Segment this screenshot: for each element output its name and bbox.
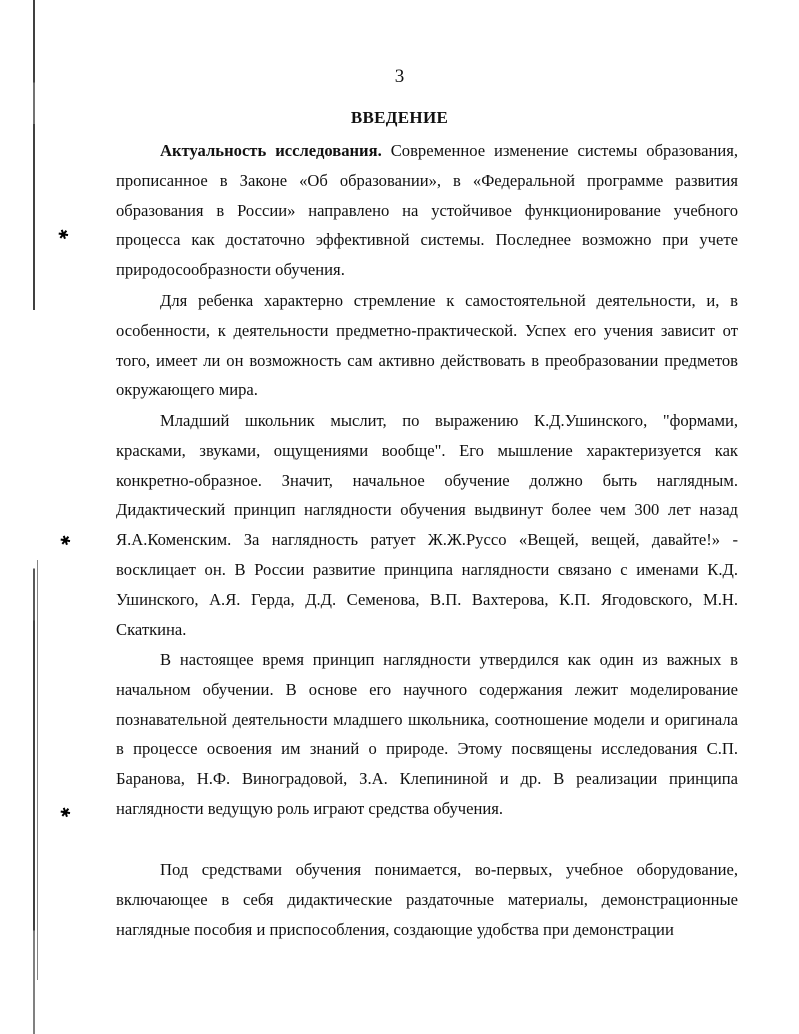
paragraph: Под средствами обучения понимается, во-первых, учебное оборудование, включающее в себя дидактические раздаточные материалы, демонстрационные наглядные пособия и приспособления, создающие удобства при демонстрации: [116, 860, 738, 939]
margin-mark-icon: ✱: [55, 225, 72, 244]
paragraph-lead: Актуальность исследования.: [160, 141, 382, 160]
margin-mark-icon: ✱: [57, 531, 74, 550]
paragraph: В настоящее время принцип наглядности утвердился как один из важных в начальном обучении. В основе его научного содержания лежит моделирование познавательной деятельности младшего школьника, соотношение модели и оригинала в процессе освоения им знаний о природе. Этому посвящены исследования С.П. Баранова, Н.Ф. Виноградовой, З.А. Клепининой и др. В реализации принципа наглядности ведущую роль играют средства обучения.: [116, 650, 738, 818]
paragraph-relevance: [116, 136, 738, 285]
margin-mark-icon: ✱: [57, 803, 74, 822]
scan-edge-line-secondary: [37, 560, 38, 980]
paragraph: Младший школьник мыслит, по выражению К.Д.Ушинского, "формами, красками, звуками, ощущениями вообще". Его мышление характеризуется как конкретно-образное. Значит, начальное обучение должно быть наглядным. Дидактический принцип наглядности обучения выдвинут более чем 300 лет назад Я.А.Коменским. За наглядность ратует Ж.Ж.Руссо «Вещей, вещей, давайте!» - восклицает он. В России развитие принципа наглядности связано с именами К.Д. Ушинского, А.Я. Герда, Д.Д. Семенова, В.П. Вахтерова, К.П. Ягодовского, М.Н. Скаткина.: [116, 411, 738, 639]
page-number: 3: [394, 66, 405, 87]
section-heading: ВВЕДЕНИЕ: [350, 108, 449, 127]
paragraph: Для ребенка характерно стремление к самостоятельной деятельности, и, в особенности, к деятельности предметно-практической. Успех его учения зависит от того, имеет ли он возможность сам активно действовать в преобразовании предметов окружающего мира.: [116, 291, 738, 400]
paragraph-text: Современное изменение системы образования, прописанное в Законе «Об образовании», в «Федеральной программе развития образования в России» направлено на устойчивое функционирование учебного процесса как достаточно эффективной системы. Последнее возможно при учете природосообразности обучения.: [116, 141, 738, 280]
scan-edge-line: [33, 0, 35, 1034]
